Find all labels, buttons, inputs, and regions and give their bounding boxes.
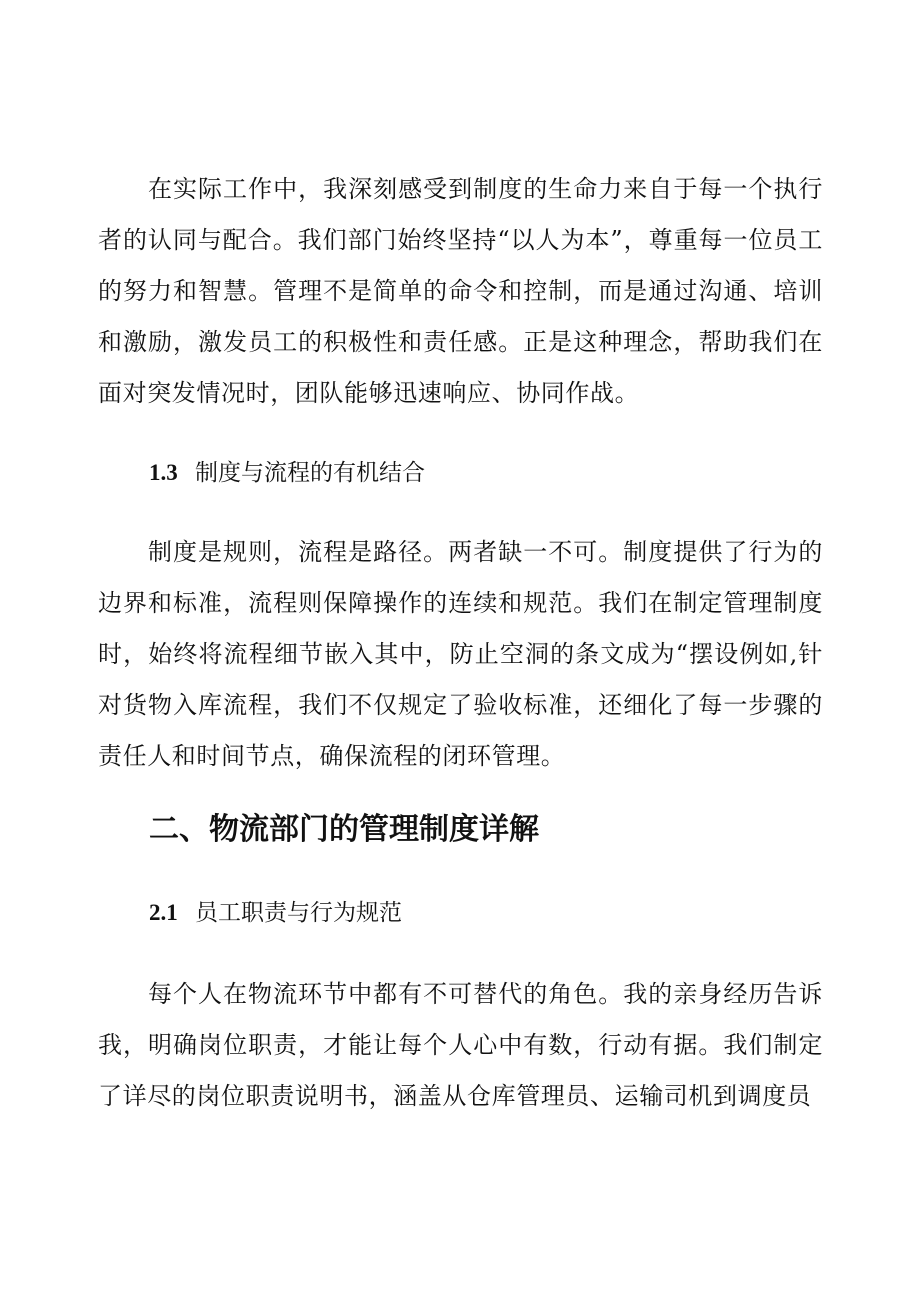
section-heading-2-1: [149, 898, 402, 928]
section-number: 1.3: [149, 460, 178, 485]
chapter-heading-2: 二、物流部门的管理制度详解: [149, 812, 539, 847]
section-title: 员工职责与行为规范: [195, 900, 402, 926]
paragraph-job-responsibilities: 每个人在物流环节中都有不可替代的角色。我的亲身经历告诉我，明确岗位职责，才能让每个人心中有数，行动有据。我们制定了详尽的岗位职责说明书，涵盖从仓库管理员、运输司机到调度员: [98, 980, 823, 1110]
section-heading-1-3: [149, 458, 425, 488]
section-number: 2.1: [149, 900, 178, 925]
paragraph-execution-recognition: 在实际工作中，我深刻感受到制度的生命力来自于每一个执行者的认同与配合。我们部门始终坚持“以人为本”，尊重每一位员工的努力和智慧。管理不是简单的命令和控制，而是通过沟通、培训和激励，激发员工的积极性和责任感。正是这种理念，帮助我们在面对突发情况时，团队能够迅速响应、协同作战。: [98, 175, 823, 407]
section-title: 制度与流程的有机结合: [195, 460, 425, 486]
paragraph-rules-and-process: 制度是规则，流程是路径。两者缺一不可。制度提供了行为的边界和标准，流程则保障操作的连续和规范。我们在制定管理制度时，始终将流程细节嵌入其中，防止空洞的条文成为“摆设例如,针对货物入库流程，我们不仅规定了验收标准，还细化了每一步骤的责任人和时间节点，确保流程的闭环管理。: [98, 538, 823, 770]
